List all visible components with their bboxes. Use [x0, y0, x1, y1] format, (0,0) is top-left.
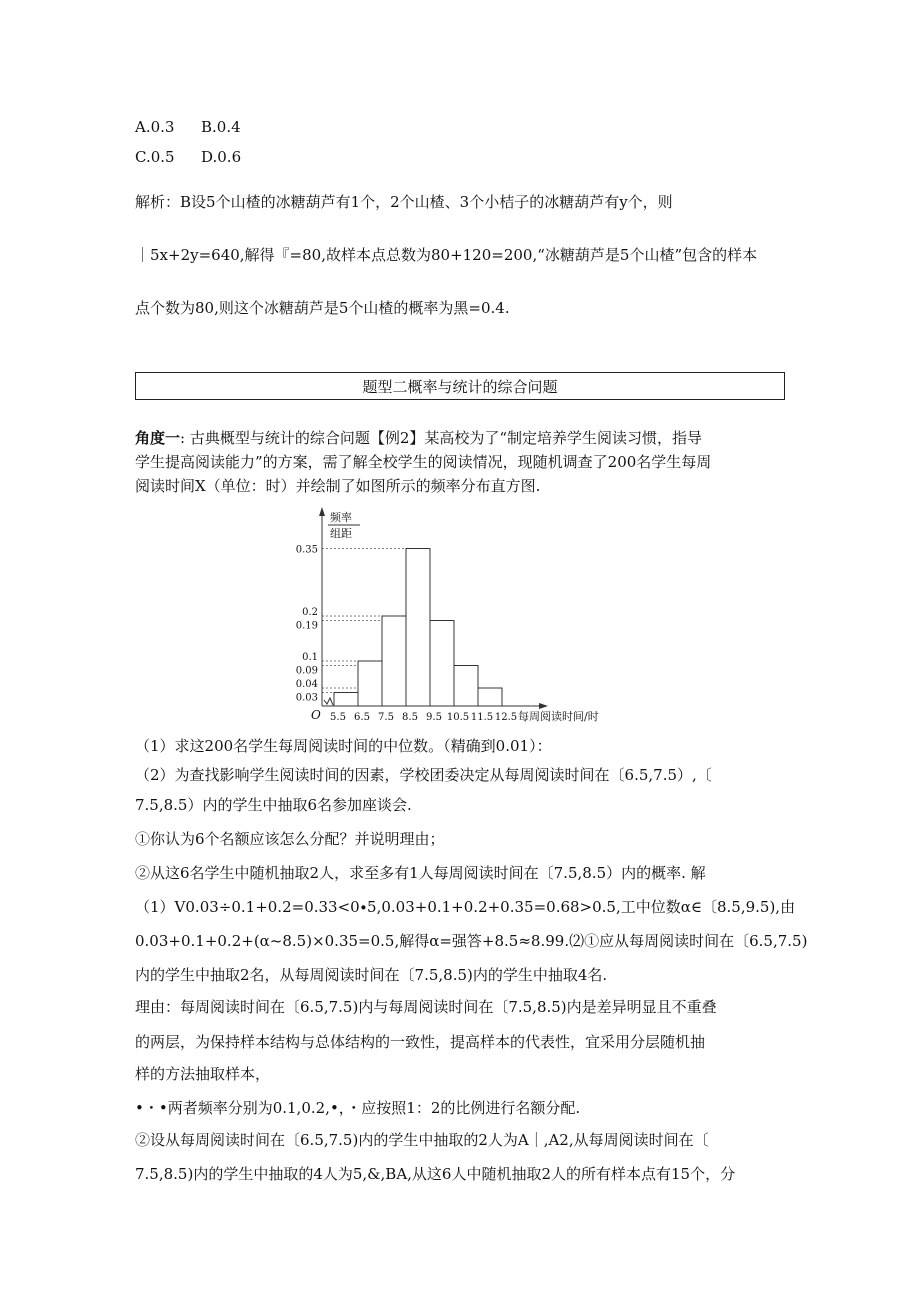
- body-line-12: •・•两者频率分别为0.1,0.2,•，・应按照1：2的比例进行名额分配.: [135, 1099, 581, 1117]
- y-tick-label: 0.03: [295, 692, 318, 704]
- body-line-8: 内的学生中抽取2名，从每周阅读时间在〔7.5,8.5)内的学生中抽取4名.: [135, 966, 608, 984]
- body-line-7: 0.03+0.1+0.2+(α~8.5)×0.35=0.5,解得α=强答+8.5≈8.99.⑵①应从每周阅读时间在〔6.5,7.5): [135, 932, 808, 950]
- body-line-2: （2）为查找影响学生阅读时间的因素，学校团委决定从每周阅读时间在〔6.5,7.5）,〔: [135, 766, 712, 784]
- option-a: A.0.3: [135, 118, 175, 136]
- y-tick-label: 0.19: [295, 620, 318, 632]
- histogram-bar: [430, 621, 454, 707]
- option-b: B.0.4: [201, 118, 241, 136]
- histogram-bar: [382, 616, 406, 706]
- option-c: C.0.5: [135, 148, 175, 166]
- solution-line-2: ｜5x+2y=640,解得『=80,故样本点总数为80+120=200,“冰糖葫芦是5个山楂”包含的样本: [135, 246, 758, 264]
- solution-line-1: 解析：B设5个山楂的冰糖葫芦有1个，2个山楂、3个小桔子的冰糖葫芦有y个，则: [135, 193, 673, 211]
- y-tick-label: 0.1: [302, 652, 318, 663]
- body-line-9: 理由：每周阅读时间在〔6.5,7.5)内与每周阅读时间在〔7.5,8.5)内是差异明显且不重叠: [135, 998, 717, 1016]
- histogram-bar: [478, 688, 502, 706]
- origin-label: O: [311, 708, 321, 722]
- x-tick-label: 8.5: [402, 712, 418, 723]
- y-tick-label: 0.09: [295, 665, 318, 677]
- x-tick-label: 6.5: [354, 712, 370, 723]
- y-tick-label: 0.04: [295, 679, 318, 690]
- body-line-10: 的两层，为保持样本结构与总体结构的一致性，提高样本的代表性，宜采用分层随机抽: [135, 1033, 706, 1051]
- body-line-11: 样的方法抽取样本，: [135, 1065, 271, 1083]
- y-label-top: 频率: [330, 511, 352, 524]
- body-line-6: （1）V0.03÷0.1+0.2=0.33<0∙5,0.03+0.1+0.2+0.35=0.68>0.5,工中位数α∈〔8.5,9.5),由: [135, 898, 796, 916]
- x-axis-label: 每周阅读时间/时: [518, 710, 599, 723]
- axis-break-mark: [324, 698, 333, 705]
- body-line-1: （1）求这200名学生每周阅读时间的中位数。（精确到0.01）：: [135, 737, 552, 755]
- frequency-histogram: [280, 505, 660, 727]
- section-title-box: [135, 372, 785, 400]
- body-line-4: ①你认为6个名额应该怎么分配？并说明理由；: [135, 830, 445, 848]
- options-row-1: [135, 117, 241, 137]
- y-axis-arrow: [319, 507, 325, 516]
- x-tick-label: 10.5: [446, 712, 470, 723]
- body-line-13: ②设从每周阅读时间在〔6.5,7.5)内的学生中抽取的2人为A｜,A2,从每周阅读时间在〔: [135, 1131, 709, 1149]
- body-line-5: ②从这6名学生中随机抽取2人，求至多有1人每周阅读时间在〔7.5,8.5）内的概率. 解: [135, 864, 706, 882]
- histogram-bar: [406, 549, 430, 707]
- x-axis-arrow: [539, 703, 548, 709]
- y-label-bottom: 组距: [330, 527, 352, 540]
- section-title: 题型二概率与统计的综合问题: [362, 377, 558, 396]
- problem-line-2: 学生提高阅读能力”的方案，需了解全校学生的阅读情况，现随机调查了200名学生每周: [135, 453, 712, 471]
- x-tick-label: 12.5: [494, 712, 518, 723]
- x-tick-label: 9.5: [426, 712, 442, 723]
- options-row-2: [135, 147, 241, 167]
- histogram-bar: [334, 693, 358, 707]
- body-line-3: 7.5,8.5）内的学生中抽取6名参加座谈会.: [135, 796, 412, 814]
- chart-bars: [334, 549, 502, 707]
- histogram-bar: [454, 666, 478, 707]
- x-tick-label: 11.5: [470, 712, 494, 723]
- x-tick-label: 5.5: [330, 712, 346, 723]
- y-tick-label: 0.35: [295, 544, 318, 556]
- problem-line-3: 阅读时间X（单位：时）并绘制了如图所示的频率分布直方图.: [135, 477, 541, 495]
- problem-line-1: [135, 428, 702, 448]
- angle-label: 角度一: [135, 429, 181, 447]
- body-line-14: 7.5,8.5)内的学生中抽取的4人为5,&,BA,从这6人中随机抽取2人的所有样本点有15个，分: [135, 1165, 736, 1183]
- option-d: D.0.6: [201, 148, 242, 166]
- x-tick-label: 7.5: [378, 712, 394, 723]
- histogram-bar: [358, 661, 382, 706]
- y-tick-label: 0.2: [302, 607, 318, 618]
- problem-line-1-rest: : 古典概型与统计的综合问题【例2】某高校为了“制定培养学生阅读习惯，指导: [180, 429, 703, 447]
- solution-line-3: 点个数为80,则这个冰糖葫芦是5个山楂的概率为黑=0.4.: [135, 299, 510, 317]
